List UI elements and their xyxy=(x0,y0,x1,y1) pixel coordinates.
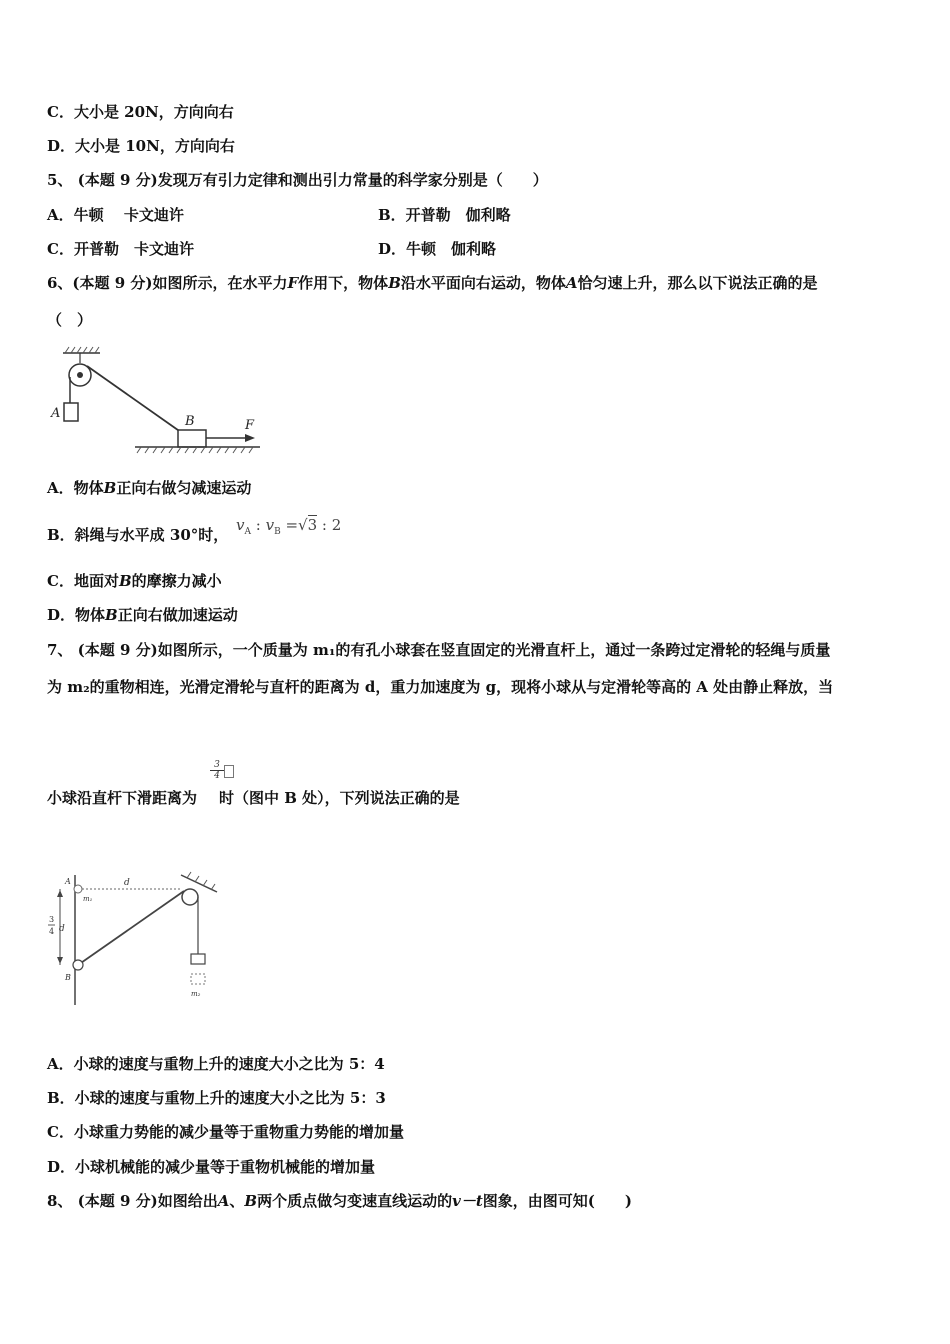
q5-option-a: A．牛顿 卡文迪许 xyxy=(47,206,184,224)
q7-weight xyxy=(191,954,205,964)
q6-fig-label-f: F xyxy=(245,418,255,433)
q6-option-c: C．地面对B的摩擦力减小 xyxy=(47,572,222,590)
q7-fig-frac-num: 3 xyxy=(49,915,55,924)
q6-fig-label-a: A xyxy=(51,406,61,421)
q7-missing-symbol-box xyxy=(224,765,234,778)
q7-pulley xyxy=(182,889,198,905)
q4-option-d: D．大小是 10N，方向向右 xyxy=(47,137,235,155)
q7-weight-dashed xyxy=(191,974,205,984)
q6-figure xyxy=(45,343,265,458)
q7-fig-label-a: A xyxy=(65,877,71,886)
q7-fig-label-m1: m₁ xyxy=(83,895,93,903)
q6-stem: 6、(本题 9 分)如图所示，在水平力F作用下，物体B沿水平面向右运动，物体A恰匀速上升，那么以下说法正确的是 xyxy=(47,274,818,292)
q7-figure xyxy=(45,870,235,1010)
q4-option-c: C．大小是 20N，方向向右 xyxy=(47,103,234,121)
q7-option-a: A．小球的速度与重物上升的速度大小之比为 5：4 xyxy=(47,1055,385,1073)
q6-block-b xyxy=(178,430,206,447)
q7-fig-frac-den: 4 xyxy=(49,927,55,936)
q7-ball-b xyxy=(73,960,83,970)
q6-option-a: A．物体B正向右做匀减速运动 xyxy=(47,479,252,497)
q6-fig-label-b: B xyxy=(185,414,195,429)
q8-stem: 8、 (本题 9 分)如图给出A、B两个质点做匀变速直线运动的v－t图象，由图可知( ) xyxy=(47,1192,632,1210)
q7-ball-a xyxy=(74,885,82,893)
q5-option-d: D．牛顿 伽利略 xyxy=(378,240,497,258)
q5-stem: 5、 (本题 9 分)发现万有引力定律和测出引力常量的科学家分别是（ ） xyxy=(47,171,548,189)
q7-option-c: C．小球重力势能的减少量等于重物重力势能的增加量 xyxy=(47,1123,404,1141)
q7-stem-line1: 7、 (本题 9 分)如图所示，一个质量为 m₁的有孔小球套在竖直固定的光滑直杆上，通过一条跨过定滑轮的轻绳与质量 xyxy=(47,641,831,659)
q7-stem-fraction: 3 4 xyxy=(210,760,224,781)
q7-fig-label-b: B xyxy=(65,973,71,982)
q6-stem-line2: （ ） xyxy=(47,311,93,329)
q6-option-b-math: $v_A$ : $v_B =√3$ : 2 xyxy=(236,516,342,537)
q6-option-d: D．物体B正向右做加速运动 xyxy=(47,606,238,624)
q6-block-a xyxy=(64,403,78,421)
q7-option-d: D．小球机械能的减少量等于重物机械能的增加量 xyxy=(47,1158,376,1176)
q5-option-b: B．开普勒 伽利略 xyxy=(378,206,511,224)
q7-stem-line2: 为 m₂的重物相连，光滑定滑轮与直杆的距离为 d，重力加速度为 g，现将小球从与定滑轮等高的 A 处由静止释放，当 xyxy=(47,678,834,696)
q7-fig-label-d: d xyxy=(124,878,130,888)
q7-fig-label-m2: m₂ xyxy=(191,990,201,998)
q7-fig-frac-d: d xyxy=(59,924,65,934)
q7-stem-line3: 小球沿直杆下滑距离为 时（图中 B 处），下列说法正确的是 xyxy=(47,789,460,807)
q7-option-b: B．小球的速度与重物上升的速度大小之比为 5：3 xyxy=(47,1089,386,1107)
q5-option-c: C．开普勒 卡文迪许 xyxy=(47,240,194,258)
q6-option-b: B．斜绳与水平成 30°时， xyxy=(47,526,229,544)
